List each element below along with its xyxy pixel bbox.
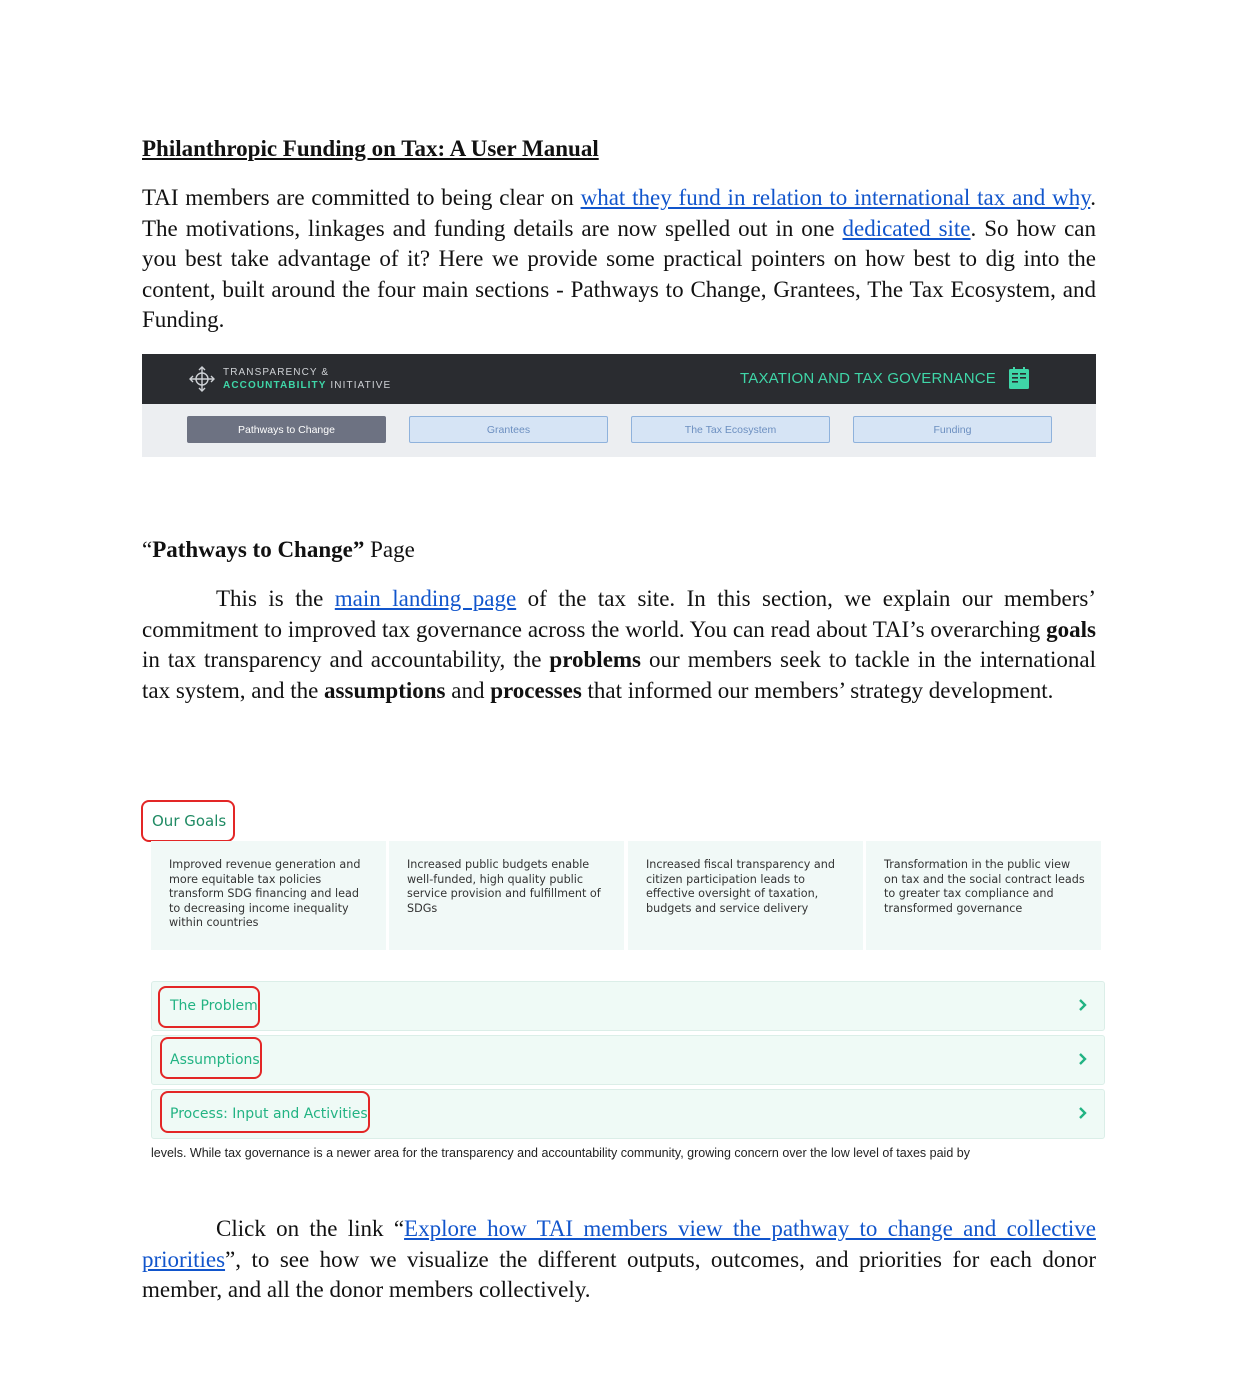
site-header-screenshot: [142, 354, 1096, 457]
intro-text-1: TAI members are committed to being clear on: [142, 185, 581, 210]
accordion-assumptions[interactable]: [151, 1035, 1105, 1085]
our-goals-heading: Our Goals: [152, 812, 227, 830]
document-title: Philanthropic Funding on Tax: A User Manual: [142, 136, 599, 161]
goal-card: Increased public budgets enable well-funded, high quality public service provision and fulfillment of SDGs: [389, 841, 624, 950]
pathways-text-5: and: [445, 677, 491, 703]
tab-funding[interactable]: Funding: [853, 416, 1052, 443]
accordion-label: Process: Input and Activities: [170, 1106, 368, 1122]
highlight-box-assumptions: [160, 1037, 262, 1079]
bold-assumptions: assumptions: [324, 677, 446, 703]
org-name: [223, 366, 391, 392]
goal-card: Transformation in the public view on tax and the social contract leads to greater tax compliance and transformed governance: [866, 841, 1101, 950]
section-heading-suffix: Page: [364, 537, 415, 562]
org-name-line1: TRANSPARENCY &: [223, 367, 330, 378]
highlight-box-process: [160, 1091, 370, 1133]
pathways-text-3: in tax transparency and accountability, the: [142, 647, 550, 672]
tab-grantees[interactable]: Grantees: [409, 416, 608, 443]
goal-card: Improved revenue generation and more equitable tax policies transform SDG financing and lead to decreasing income inequality within countries: [151, 841, 386, 950]
accordion-label: Assumptions: [170, 1052, 260, 1068]
closing-text-2: ”, to see how we visualize the different outputs, outcomes, and priorities for each donor member, and all the donor members collectively.: [142, 1246, 1096, 1302]
highlight-box-goals: [141, 800, 235, 842]
section-heading-name: Pathways to Change”: [152, 537, 365, 562]
org-name-accent: ACCOUNTABILITY: [223, 380, 327, 391]
pathways-text-6: that informed our members’ strategy development.: [581, 677, 1054, 703]
section-heading-quote: “: [142, 537, 153, 562]
chevron-right-icon[interactable]: [1078, 1051, 1088, 1067]
goals-screenshot: [140, 798, 1106, 1170]
pathways-paragraph: [142, 584, 1096, 706]
highlight-box-problem: [158, 986, 260, 1028]
clipped-body-text: levels. While tax governance is a newer area for the transparency and accountability community, growing concern over the low level of taxes paid by: [151, 1146, 970, 1160]
fund-details-link[interactable]: what they fund in relation to international tax and why: [580, 185, 1091, 210]
tab-pathways-to-change[interactable]: Pathways to Change: [187, 416, 386, 443]
tab-tax-ecosystem[interactable]: The Tax Ecosystem: [631, 416, 830, 443]
book-icon[interactable]: [1008, 367, 1030, 390]
site-top-bar: [142, 354, 1096, 404]
intro-paragraph: [142, 183, 1096, 336]
closing-paragraph: [142, 1214, 1096, 1306]
accordion-the-problem[interactable]: [151, 981, 1105, 1031]
bold-processes: processes: [490, 677, 582, 703]
goal-card: Increased fiscal transparency and citizen participation leads to effective oversight of taxation, budgets and service delivery: [628, 841, 863, 950]
site-title: TAXATION AND TAX GOVERNANCE: [740, 370, 996, 387]
section-heading: [142, 537, 415, 563]
pathways-text-4: our members seek to tackle in the international tax system, and the: [142, 647, 1096, 703]
dedicated-site-link[interactable]: dedicated site: [842, 215, 971, 241]
accordion-label: The Problem: [170, 998, 258, 1014]
org-name-line2: [223, 379, 391, 392]
pathways-text-1: This is the: [216, 586, 335, 611]
intro-text-3: . So how can you best take advantage of it? Here we provide some practical pointers on how best to dig into the content, built around the four main sections - Pathways to Change, Grantees, The Tax Ecosystem, and Funding.: [142, 215, 1096, 332]
closing-text-1: Click on the link “: [216, 1216, 405, 1241]
chevron-right-icon[interactable]: [1078, 1105, 1088, 1121]
explore-pathway-link[interactable]: Explore how TAI members view the pathway to change and collective priorities: [142, 1216, 1096, 1272]
pathways-text-2: of the tax site. In this section, we explain our members’ commitment to improved tax governance across the world. You can read about TAI’s overarching: [142, 586, 1096, 642]
org-name-rest: INITIATIVE: [326, 380, 392, 391]
main-landing-page-link[interactable]: main landing page: [334, 586, 517, 611]
bold-goals: goals: [1046, 616, 1096, 642]
site-tab-bar: [142, 404, 1096, 457]
bold-problems: problems: [549, 647, 642, 672]
intro-text-2: . The motivations, linkages and funding details are now spelled out in one: [142, 185, 1096, 241]
chevron-right-icon[interactable]: [1078, 997, 1088, 1013]
tai-logo-icon: [188, 365, 216, 393]
